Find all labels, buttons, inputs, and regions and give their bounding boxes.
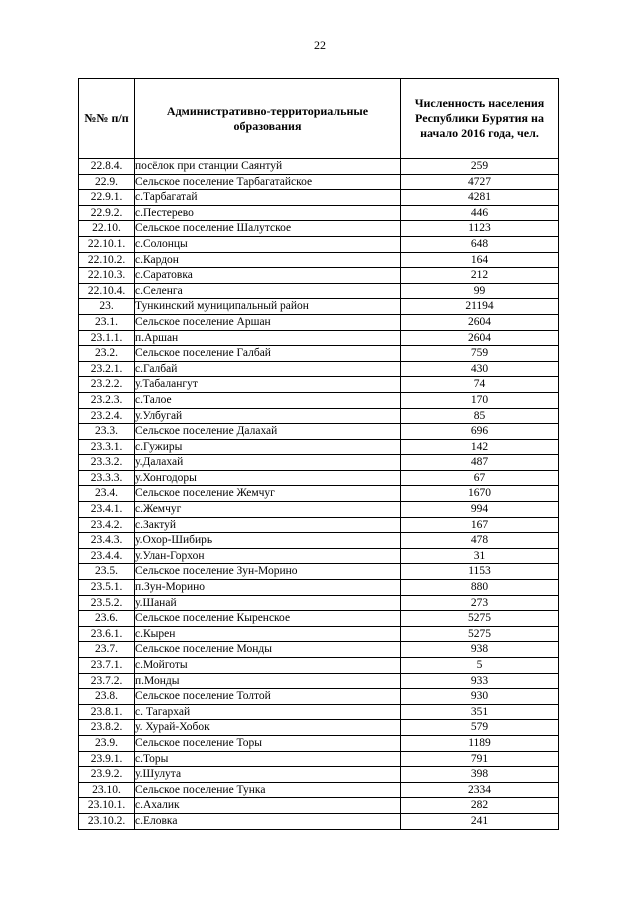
row-name-cell: у.Хонгодоры bbox=[135, 470, 401, 486]
table-row bbox=[79, 798, 559, 814]
table-row bbox=[79, 502, 559, 518]
row-num-cell: 23.7. bbox=[79, 642, 135, 658]
row-population-cell: 398 bbox=[401, 767, 559, 783]
header-num: №№ п/п bbox=[79, 79, 135, 159]
table-row bbox=[79, 299, 559, 315]
row-name-cell: с.Ахалик bbox=[135, 798, 401, 814]
table-row bbox=[79, 642, 559, 658]
row-population-cell: 5 bbox=[401, 658, 559, 674]
table-row bbox=[79, 330, 559, 346]
row-population-cell: 1670 bbox=[401, 486, 559, 502]
row-population-cell: 446 bbox=[401, 205, 559, 221]
table-row bbox=[79, 564, 559, 580]
row-name-cell: с.Саратовка bbox=[135, 268, 401, 284]
row-num-cell: 23.10.2. bbox=[79, 813, 135, 829]
row-population-cell: 579 bbox=[401, 720, 559, 736]
table-row bbox=[79, 767, 559, 783]
row-name-cell: п.Зун-Морино bbox=[135, 580, 401, 596]
row-num-cell: 23.8.2. bbox=[79, 720, 135, 736]
row-population-cell: 1189 bbox=[401, 735, 559, 751]
table-row bbox=[79, 314, 559, 330]
table-row bbox=[79, 689, 559, 705]
row-num-cell: 23.4.2. bbox=[79, 517, 135, 533]
table-row bbox=[79, 595, 559, 611]
row-population-cell: 259 bbox=[401, 159, 559, 175]
row-name-cell: у. Хурай-Хобок bbox=[135, 720, 401, 736]
row-population-cell: 170 bbox=[401, 392, 559, 408]
table-row bbox=[79, 704, 559, 720]
row-population-cell: 241 bbox=[401, 813, 559, 829]
table-row bbox=[79, 392, 559, 408]
row-population-cell: 85 bbox=[401, 408, 559, 424]
row-name-cell: Сельское поселение Шалутское bbox=[135, 221, 401, 237]
row-num-cell: 23.1. bbox=[79, 314, 135, 330]
row-num-cell: 23.9.1. bbox=[79, 751, 135, 767]
table-row bbox=[79, 236, 559, 252]
table-row bbox=[79, 439, 559, 455]
row-population-cell: 21194 bbox=[401, 299, 559, 315]
row-num-cell: 23.5.1. bbox=[79, 580, 135, 596]
table-row bbox=[79, 533, 559, 549]
row-name-cell: с.Зактуй bbox=[135, 517, 401, 533]
row-name-cell: с.Тарбагатай bbox=[135, 190, 401, 206]
row-name-cell: с.Жемчуг bbox=[135, 502, 401, 518]
row-population-cell: 2604 bbox=[401, 314, 559, 330]
row-population-cell: 2604 bbox=[401, 330, 559, 346]
table-row bbox=[79, 751, 559, 767]
row-num-cell: 23.2.4. bbox=[79, 408, 135, 424]
table-row bbox=[79, 720, 559, 736]
row-name-cell: Сельское поселение Тунка bbox=[135, 782, 401, 798]
row-name-cell: у.Далахай bbox=[135, 455, 401, 471]
row-population-cell: 938 bbox=[401, 642, 559, 658]
table-row bbox=[79, 159, 559, 175]
row-num-cell: 22.10.1. bbox=[79, 236, 135, 252]
row-name-cell: п.Монды bbox=[135, 673, 401, 689]
row-num-cell: 23.2.1. bbox=[79, 361, 135, 377]
table-row bbox=[79, 611, 559, 627]
table-row bbox=[79, 361, 559, 377]
row-population-cell: 791 bbox=[401, 751, 559, 767]
row-name-cell: Сельское поселение Зун-Морино bbox=[135, 564, 401, 580]
row-population-cell: 273 bbox=[401, 595, 559, 611]
table-row bbox=[79, 408, 559, 424]
table-row bbox=[79, 486, 559, 502]
row-name-cell: Тункинский муниципальный район bbox=[135, 299, 401, 315]
row-name-cell: Сельское поселение Кыренское bbox=[135, 611, 401, 627]
table-row bbox=[79, 205, 559, 221]
row-name-cell: у.Табалангут bbox=[135, 377, 401, 393]
row-name-cell: с. Тагархай bbox=[135, 704, 401, 720]
row-name-cell: с.Селенга bbox=[135, 283, 401, 299]
row-population-cell: 696 bbox=[401, 424, 559, 440]
row-num-cell: 23.4.1. bbox=[79, 502, 135, 518]
table-row bbox=[79, 813, 559, 829]
row-num-cell: 22.9. bbox=[79, 174, 135, 190]
row-num-cell: 23. bbox=[79, 299, 135, 315]
row-name-cell: с.Солонцы bbox=[135, 236, 401, 252]
row-num-cell: 22.10.2. bbox=[79, 252, 135, 268]
table-row bbox=[79, 735, 559, 751]
row-name-cell: у.Шанай bbox=[135, 595, 401, 611]
table-row bbox=[79, 548, 559, 564]
row-population-cell: 1153 bbox=[401, 564, 559, 580]
row-num-cell: 23.10.1. bbox=[79, 798, 135, 814]
row-num-cell: 23.1.1. bbox=[79, 330, 135, 346]
row-num-cell: 23.2.3. bbox=[79, 392, 135, 408]
row-num-cell: 22.9.2. bbox=[79, 205, 135, 221]
row-num-cell: 23.7.2. bbox=[79, 673, 135, 689]
row-population-cell: 648 bbox=[401, 236, 559, 252]
row-population-cell: 4727 bbox=[401, 174, 559, 190]
row-population-cell: 31 bbox=[401, 548, 559, 564]
row-num-cell: 22.8.4. bbox=[79, 159, 135, 175]
table-row bbox=[79, 455, 559, 471]
row-num-cell: 23.2.2. bbox=[79, 377, 135, 393]
table-row bbox=[79, 221, 559, 237]
row-num-cell: 23.8.1. bbox=[79, 704, 135, 720]
row-population-cell: 282 bbox=[401, 798, 559, 814]
row-population-cell: 5275 bbox=[401, 611, 559, 627]
row-name-cell: у.Улбугай bbox=[135, 408, 401, 424]
row-num-cell: 23.9. bbox=[79, 735, 135, 751]
row-num-cell: 23.3.1. bbox=[79, 439, 135, 455]
row-name-cell: Сельское поселение Толтой bbox=[135, 689, 401, 705]
row-num-cell: 22.10.3. bbox=[79, 268, 135, 284]
row-population-cell: 2334 bbox=[401, 782, 559, 798]
row-name-cell: посёлок при станции Саянтуй bbox=[135, 159, 401, 175]
table-row bbox=[79, 470, 559, 486]
row-name-cell: п.Аршан bbox=[135, 330, 401, 346]
table-body bbox=[79, 159, 559, 830]
table-row bbox=[79, 580, 559, 596]
row-num-cell: 23.5.2. bbox=[79, 595, 135, 611]
row-population-cell: 99 bbox=[401, 283, 559, 299]
row-name-cell: с.Кардон bbox=[135, 252, 401, 268]
row-num-cell: 23.7.1. bbox=[79, 658, 135, 674]
row-num-cell: 23.3.2. bbox=[79, 455, 135, 471]
row-num-cell: 23.9.2. bbox=[79, 767, 135, 783]
row-name-cell: с.Еловка bbox=[135, 813, 401, 829]
header-population: Численность населения Республики Бурятия на начало 2016 года, чел. bbox=[401, 79, 559, 159]
row-population-cell: 164 bbox=[401, 252, 559, 268]
row-num-cell: 23.5. bbox=[79, 564, 135, 580]
row-population-cell: 930 bbox=[401, 689, 559, 705]
row-name-cell: Сельское поселение Тарбагатайское bbox=[135, 174, 401, 190]
row-num-cell: 23.3.3. bbox=[79, 470, 135, 486]
row-population-cell: 933 bbox=[401, 673, 559, 689]
row-num-cell: 23.4.4. bbox=[79, 548, 135, 564]
row-name-cell: Сельское поселение Далахай bbox=[135, 424, 401, 440]
row-num-cell: 23.8. bbox=[79, 689, 135, 705]
row-num-cell: 23.2. bbox=[79, 346, 135, 362]
row-population-cell: 212 bbox=[401, 268, 559, 284]
population-table bbox=[78, 78, 559, 830]
table-header-row bbox=[79, 79, 559, 159]
row-name-cell: Сельское поселение Аршан bbox=[135, 314, 401, 330]
row-num-cell: 22.10.4. bbox=[79, 283, 135, 299]
row-population-cell: 430 bbox=[401, 361, 559, 377]
row-population-cell: 994 bbox=[401, 502, 559, 518]
row-name-cell: Сельское поселение Галбай bbox=[135, 346, 401, 362]
table-row bbox=[79, 782, 559, 798]
row-name-cell: с.Кырен bbox=[135, 626, 401, 642]
table-row bbox=[79, 252, 559, 268]
row-population-cell: 142 bbox=[401, 439, 559, 455]
row-name-cell: с.Галбай bbox=[135, 361, 401, 377]
row-name-cell: с.Пестерево bbox=[135, 205, 401, 221]
row-population-cell: 351 bbox=[401, 704, 559, 720]
row-population-cell: 67 bbox=[401, 470, 559, 486]
table-row bbox=[79, 174, 559, 190]
row-num-cell: 23.3. bbox=[79, 424, 135, 440]
header-name: Административно-территориальные образования bbox=[135, 79, 401, 159]
table-row bbox=[79, 190, 559, 206]
row-population-cell: 5275 bbox=[401, 626, 559, 642]
row-population-cell: 4281 bbox=[401, 190, 559, 206]
table-row bbox=[79, 268, 559, 284]
table-row bbox=[79, 424, 559, 440]
table-row bbox=[79, 377, 559, 393]
row-num-cell: 23.4. bbox=[79, 486, 135, 502]
row-population-cell: 1123 bbox=[401, 221, 559, 237]
row-population-cell: 74 bbox=[401, 377, 559, 393]
row-name-cell: Сельское поселение Жемчуг bbox=[135, 486, 401, 502]
row-name-cell: у.Улан-Горхон bbox=[135, 548, 401, 564]
row-num-cell: 22.9.1. bbox=[79, 190, 135, 206]
table-row bbox=[79, 658, 559, 674]
row-population-cell: 478 bbox=[401, 533, 559, 549]
row-population-cell: 167 bbox=[401, 517, 559, 533]
row-name-cell: у.Охор-Шибирь bbox=[135, 533, 401, 549]
row-population-cell: 759 bbox=[401, 346, 559, 362]
row-name-cell: с.Талое bbox=[135, 392, 401, 408]
row-num-cell: 23.6. bbox=[79, 611, 135, 627]
table-row bbox=[79, 283, 559, 299]
row-name-cell: Сельское поселение Монды bbox=[135, 642, 401, 658]
row-num-cell: 23.6.1. bbox=[79, 626, 135, 642]
table-row bbox=[79, 346, 559, 362]
row-name-cell: у.Шулута bbox=[135, 767, 401, 783]
row-num-cell: 23.10. bbox=[79, 782, 135, 798]
row-name-cell: Сельское поселение Торы bbox=[135, 735, 401, 751]
row-num-cell: 22.10. bbox=[79, 221, 135, 237]
table-row bbox=[79, 626, 559, 642]
row-name-cell: с.Гужиры bbox=[135, 439, 401, 455]
page-number: 22 bbox=[314, 38, 326, 52]
row-population-cell: 880 bbox=[401, 580, 559, 596]
table-row bbox=[79, 673, 559, 689]
row-population-cell: 487 bbox=[401, 455, 559, 471]
row-name-cell: с.Торы bbox=[135, 751, 401, 767]
row-name-cell: с.Мойготы bbox=[135, 658, 401, 674]
row-num-cell: 23.4.3. bbox=[79, 533, 135, 549]
table-row bbox=[79, 517, 559, 533]
